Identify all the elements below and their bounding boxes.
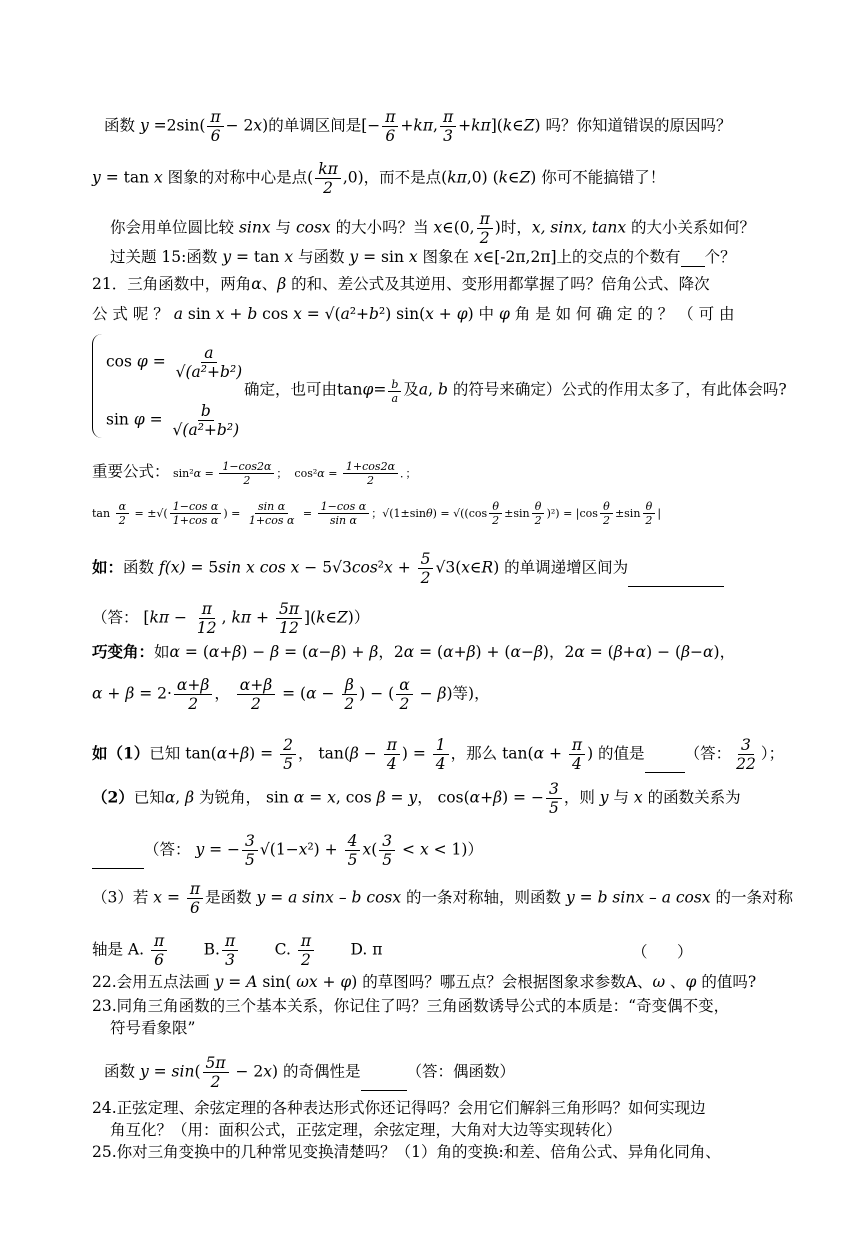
text-line-16: （答： y = − $\frac{3}{5}$ √(1−x²) + $\frac{4}{5}$ x( $\frac{3}{5}$ < x < 1)） (92, 832, 796, 869)
text-line-9: tan $\frac{\alpha}{2}$ = ±√( $\frac{\text{1−cos α}}{\text{1+cos α}}$ ) = $\frac{\text{sin α}}{\text{1+cos α}}$ = $\frac{\text{1−cos α}}{\text{sin α}}$ ；√(1±sinθ) = √((cos $\frac{\theta}{2}$ ±sin $\frac{\theta}{2}$ )²) = |cos $\frac{\theta}{2}$ ±sin $\frac{\theta}{2}$ | (92, 500, 662, 527)
text-line-12: 巧变角：如α = (α+β) − β = (α−β) + β，2α = (α+β) + (α−β)，2α = (β+α) − (β−α)， (92, 642, 736, 661)
text-line-6: 公 式 呢 ？ a sin x + b cos x = √(a²+b²) sin(x + φ) 中 φ 角 是 如 何 确 定 的 ？ （ 可 由 (92, 305, 735, 323)
text-line-21: 符号看象限” (110, 1019, 196, 1037)
cos-phi-equation: cos φ = $\frac{a}{\text{√(a²+b²)}}$ (106, 344, 243, 381)
text-line-10: 如：函数 f(x) = 5sin x cos x − 5√3cos²x + $\frac{5}{2}$ √3(x∈R) 的单调递增区间为 (92, 550, 796, 587)
sin-phi-equation: sin φ = $\frac{b}{\text{√(a²+b²)}}$ (106, 402, 240, 439)
text-line-22: 函数 y = sin( $\frac{5\pi}{2}$ − 2x) 的奇偶性是 （答：偶函数） (104, 1054, 516, 1091)
text-line-20: 23.同角三角函数的三个基本关系，你记住了吗？三角函数诱导公式的本质是：“奇变偶不变， (92, 997, 730, 1015)
text-line-25: 25.你对三角变换中的几种常见变换清楚吗？（1）角的变换:和差、倍角公式、异角化同角、 (92, 1143, 721, 1161)
text-line-18: 轴是 A. $\frac{\pi}{6}$ B. $\frac{\pi}{3}$ C. $\frac{\pi}{2}$ D. π （ ） (92, 932, 693, 969)
text-line-2: y = tan x 图象的对称中心是点( $\frac{k\pi}{2}$ ,0)，而不是点(kπ,0) (k∈Z) 你可不能搞错了！ (92, 160, 666, 197)
text-line-23: 24.正弦定理、余弦定理的各种表达形式你还记得吗？会用它们解斜三角形吗？如何实现边 (92, 1099, 706, 1117)
text-line-7: 确定，也可由tanφ= $\frac{b}{a}$ 及a, b 的符号来确定）公式的作用太多了，有此体会吗? (244, 378, 787, 405)
text-line-1: 函数 y =2sin( $\frac{\pi}{6}$ − 2x)的单调区间是[− $\frac{\pi}{6}$ +kπ, $\frac{\pi}{3}$ +kπ](k∈Z) 吗？你知道错误的原因吗？ (104, 108, 732, 145)
text-line-3: 你会用单位圆比较 sinx 与 cosx 的大小吗？当 x∈(0, $\frac{\pi}{2}$ )时，x, sinx, tanx 的大小关系如何？ (110, 210, 756, 247)
text-line-19: 22.会用五点法画 y = A sin( ωx + φ) 的草图吗？哪五点？会根据图象求参数A、ω 、φ 的值吗? (92, 973, 757, 991)
text-line-17: （3）若 x = $\frac{\pi}{6}$ 是函数 y = a sinx – b cosx 的一条对称轴，则函数 y = b sinx – a cosx 的一条对称 (92, 880, 794, 917)
text-line-8: 重要公式： sin²α = $\frac{1-\cos 2\alpha}{2}$ ； cos²α = $\frac{1+\cos 2\alpha}{2}$ ．； (92, 460, 417, 487)
text-line-5: 21．三角函数中，两角α、β 的和、差公式及其逆用、变形用都掌握了吗？倍角公式、降次 (92, 275, 710, 293)
text-line-14: 如（1）已知 tan(α+β) = $\frac{2}{5}$ ， tan(β − $\frac{\pi}{4}$ ) = $\frac{1}{4}$ ，那么 tan(α + $\frac{\pi}{4}$ ) 的值是 （答： $\frac{3}{22}$ ）； (92, 736, 785, 773)
text-line-11: （答： [kπ − $\frac{\pi}{12}$ , kπ + $\frac{5\pi}{12}$ ](k∈Z)） (92, 600, 370, 637)
text-line-4: 过关题 15:函数 y = tan x 与函数 y = sin x 图象在 x∈[-2π,2π]上的交点的个数有 个？ (110, 248, 736, 266)
equation-system-brace (92, 334, 103, 438)
text-line-24: 角互化？（用：面积公式，正弦定理，余弦定理，大角对大边等实现转化） (110, 1121, 622, 1139)
text-line-15: （2）已知α, β 为锐角， sin α = x, cos β = y， cos(α+β) = − $\frac{3}{5}$ ，则 y 与 x 的函数关系为 (92, 780, 741, 817)
text-line-13: α + β = 2· $\frac{\alpha+\beta}{2}$ ， $\frac{\alpha+\beta}{2}$ = (α − $\frac{\beta}{2}$ ) − ( $\frac{\alpha}{2}$ − β)等)， (92, 676, 490, 713)
